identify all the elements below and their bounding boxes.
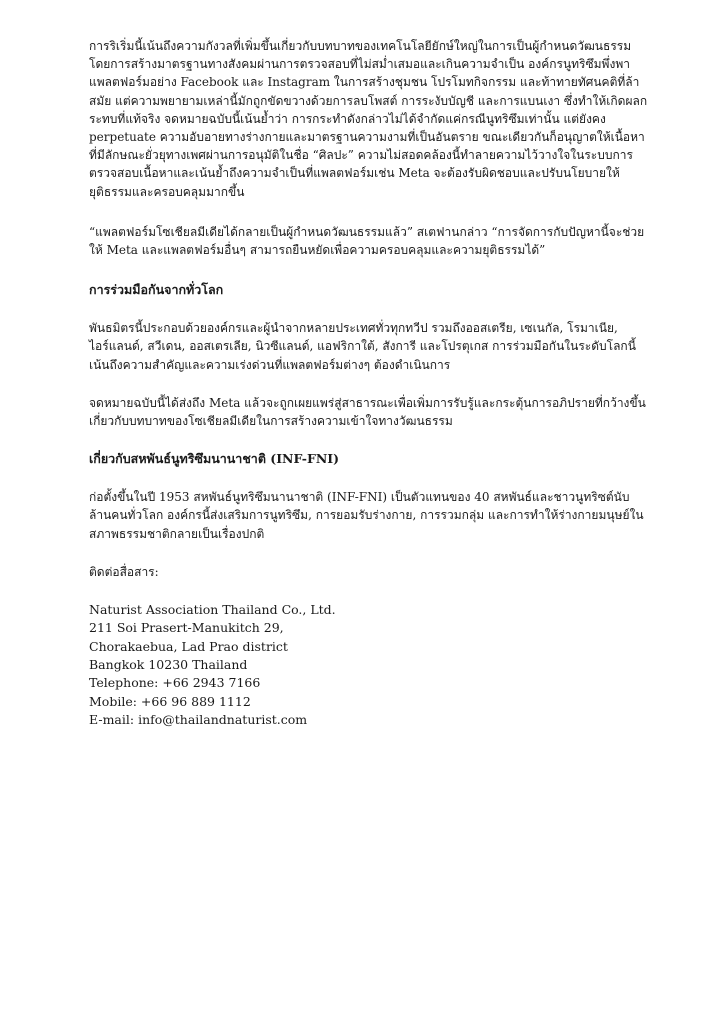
contact-email: E-mail: info@thailandnaturist.com: [89, 711, 308, 727]
document-page: [89, 37, 649, 729]
section-heading-about-inf-fni: เกี่ยวกับสหพันธ์นูทริซึมนานาชาติ (INF-FNI): [89, 451, 340, 467]
letter-sent-paragraph: จดหมายฉบับนี้ได้ส่งถึง Meta แล้วจะถูกเผยแพร่สู่สาธารณะเพื่อเพิ่มการรับรู้และกระตุ้นการอภิปรายที่กว้างขึ้นเกี่ยวกับบทบาทของโซเชียลมีเดียในการสร้างความเข้าใจทางวัฒนธรรม: [89, 395, 646, 429]
intro-paragraph: การริเริ่มนี้เน้นถึงความกังวลที่เพิ่มขึ้นเกี่ยวกับบทบาทของเทคโนโลยียักษ์ใหญ่ในการเป็นผู้กำหนดวัฒนธรรม โดยการสร้างมาตรฐานทางสังคมผ่านการตรวจสอบที่ไม่สม่ำเสมอและเกินความจำเป็น องค์กรนูทริซึมพึ่งพาแพลตฟอร์มอย่าง Facebook และ Instagram ในการสร้างชุมชน โปรโมทกิจกรรม และท้าทายทัศนคติที่ล้าสมัย แต่ความพยายามเหล่านี้มักถูกขัดขวางด้วยการลบโพสต์ การระงับบัญชี และการแบนเงา ซึ่งทำให้เกิดผลกระทบที่แท้จริง จดหมายฉบับนี้เน้นย้ำว่า การกระทำดังกล่าวไม่ได้จำกัดแค่กรณีนูทริซึมเท่านั้น แต่ยังคง perpetuate ความอับอายทางร่างกายและมาตรฐานความงามที่เป็นอันตราย ขณะเดียวกันก็อนุญาตให้เนื้อหาที่มีลักษณะยั่วยุทางเพศผ่านการอนุมัติในชื่อ “ศิลปะ” ความไม่สอดคล้องนี้ทำลายความไว้วางใจในระบบการตรวจสอบเนื้อหาและเน้นย้ำถึงความจำเป็นที่แพลตฟอร์มเช่น Meta จะต้องรับผิดชอบและปรับนโยบายให้ยุติธรรมและครอบคลุมมากขึ้น: [89, 39, 648, 199]
contact-mobile: Mobile: +66 96 889 1112: [89, 693, 251, 709]
section-heading-global-cooperation: การร่วมมือกันจากทั่วโลก: [89, 282, 224, 298]
contact-label: ติดต่อสื่อสาร:: [89, 564, 159, 579]
contact-address-line: Bangkok 10230 Thailand: [89, 656, 248, 672]
global-cooperation-paragraph: พันธมิตรนี้ประกอบด้วยองค์กรและผู้นำจากหลายประเทศทั่วทุกทวีป รวมถึงออสเตรีย, เซเนกัล, โรมาเนีย, ไอร์แลนด์, สวีเดน, ออสเตรเลีย, นิวซีแลนด์, แอฟริกาใต้, สังการี และโปรตุเกส การร่วมมือกันในระดับโลกนี้เน้นถึงความสำคัญและความเร่งด่วนที่แพลตฟอร์มต่างๆ ต้องดำเนินการ: [89, 321, 636, 372]
contact-telephone: Telephone: +66 2943 7166: [89, 675, 261, 691]
contact-block: [89, 601, 649, 729]
contact-address-line: Chorakaebua, Lad Prao district: [89, 638, 288, 654]
contact-address-line: 211 Soi Prasert-Manukitch 29,: [89, 620, 284, 636]
about-inf-fni-paragraph: ก่อตั้งขึ้นในปี 1953 สหพันธ์นูทริซึมนานาชาติ (INF-FNI) เป็นตัวแทนของ 40 สหพันธ์และชาวนูทริซต์นับล้านคนทั่วโลก องค์กรนี้ส่งเสริมการนูทริซึม, การยอมรับร่างกาย, การรวมกลุ่ม และการทำให้ร่างกายมนุษย์ในสภาพธรรมชาติกลายเป็นเรื่องปกติ: [89, 490, 644, 541]
quote-paragraph: “แพลตฟอร์มโซเชียลมีเดียได้กลายเป็นผู้กำหนดวัฒนธรรมแล้ว” สเตฟานกล่าว “การจัดการกับปัญหานี้จะช่วยให้ Meta และแพลตฟอร์มอื่นๆ สามารถยืนหยัดเพื่อความครอบคลุมและความยุติธรรมได้”: [89, 224, 645, 258]
contact-org: Naturist Association Thailand Co., Ltd.: [89, 602, 336, 618]
